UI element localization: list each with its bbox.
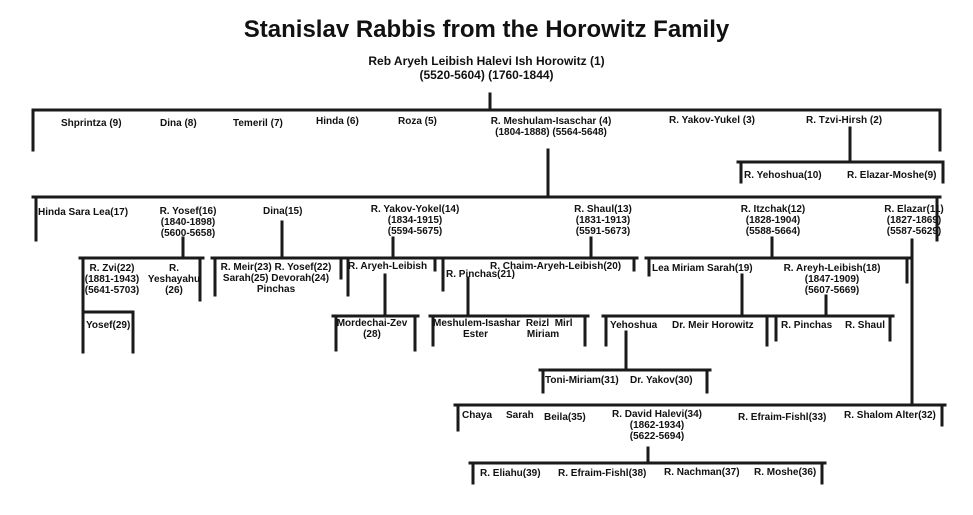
node-yehoshua-10: R. Yehoshua(10) [744, 170, 822, 181]
node-itzchak-12 [733, 204, 813, 237]
node-mordechai-zev-number: (28) [363, 329, 381, 340]
node-yeshayahu-26-name: Yeshayahu [147, 274, 201, 285]
node-toni-miriam: Toni-Miriam(31) [545, 375, 619, 386]
node-zvi-22-dates-hebrew: (5641-5703) [84, 285, 140, 296]
node-efraim-fishl-38: R. Efraim-Fishl(38) [558, 468, 647, 479]
node-yakov-yokel-14 [360, 204, 470, 237]
node-elazar-11 [876, 204, 952, 237]
node-david-halevi-34-name: R. David Halevi(34) [611, 409, 703, 420]
node-zvi-22 [78, 263, 146, 296]
node-itzchak-12-dates-hebrew: (5588-5664) [745, 226, 801, 237]
node-yeshayahu-26 [144, 263, 204, 296]
node-yakov-yokel-14-dates-civil: (1834-1915) [387, 215, 443, 226]
node-shalom-alter-32: R. Shalom Alter(32) [844, 410, 936, 421]
node-yakov-yokel-14-dates-hebrew: (5594-5675) [387, 226, 443, 237]
root-ancestor-name: Reb Aryeh Leibish Halevi Ish Horowitz (1) [368, 54, 605, 68]
node-dr-yakov-30: Dr. Yakov(30) [630, 375, 693, 386]
node-hinda-6: Hinda (6) [316, 116, 359, 127]
node-meir-yosef: R. Meir(23) R. Yosef(22) [220, 262, 332, 273]
node-shprintza: Shprintza (9) [61, 118, 122, 129]
node-areyh-leibish-18-dates-hebrew: (5607-5669) [804, 285, 860, 296]
node-shaul-13-dates-civil: (1831-1913) [575, 215, 631, 226]
node-elazar-11-dates-hebrew: (5587-5629) [886, 226, 942, 237]
node-areyh-leibish-18-dates-civil: (1847-1909) [804, 274, 860, 285]
node-temeril: Temeril (7) [233, 118, 283, 129]
node-yeshayahu-26-number: (26) [165, 285, 183, 296]
node-meshulem-isashar-group [433, 318, 573, 340]
node-sarah: Sarah [506, 410, 534, 421]
node-yosef-16 [150, 206, 226, 239]
diagram-title: Stanislav Rabbis from the Horowitz Family [243, 16, 730, 43]
node-david-halevi-34-dates-civil: (1862-1934) [629, 420, 685, 431]
node-areyh-leibish-18-name: R. Areyh-Leibish(18) [783, 263, 881, 274]
node-dina-15: Dina(15) [263, 206, 303, 217]
node-elazar-11-name: R. Elazar(11) [884, 204, 944, 215]
node-dr-meir-horowitz: Dr. Meir Horowitz [672, 320, 754, 331]
node-david-halevi-34 [601, 409, 713, 442]
node-shaul-13-name: R. Shaul(13) [574, 204, 632, 215]
node-yosef-16-dates-civil: (1840-1898) [160, 217, 216, 228]
node-ester-miriam: Ester Miriam [463, 329, 560, 340]
node-yosef-16-name: R. Yosef(16) [159, 206, 217, 217]
node-pinchas-21: R. Pinchas(21) [446, 269, 515, 280]
node-dina-8: Dina (8) [160, 118, 197, 129]
node-itzchak-12-dates-civil: (1828-1904) [745, 215, 801, 226]
node-pinchas: Pinchas [256, 284, 296, 295]
node-itzchak-12-name: R. Itzchak(12) [740, 204, 806, 215]
node-r-shaul: R. Shaul [845, 320, 886, 331]
node-r-pinchas: R. Pinchas [781, 320, 833, 331]
node-dina-15-children [214, 262, 338, 295]
node-meshulam-isaschar [476, 116, 626, 138]
node-yosef-16-dates-hebrew: (5600-5658) [160, 228, 216, 239]
node-shaul-13 [565, 204, 641, 237]
node-shaul-13-dates-hebrew: (5591-5673) [575, 226, 631, 237]
node-areyh-leibish-18 [776, 263, 888, 296]
node-yakov-yokel-14-name: R. Yakov-Yokel(14) [370, 204, 460, 215]
node-tzvi-hirsh: R. Tzvi-Hirsh (2) [806, 115, 883, 126]
node-roza: Roza (5) [398, 116, 437, 127]
node-yehoshua: Yehoshua [610, 320, 658, 331]
root-ancestor-node [0, 54, 973, 82]
node-hinda-sara-lea: Hinda Sara Lea(17) [38, 207, 129, 218]
node-meshulam-name: R. Meshulam-Isaschar (4) [490, 116, 612, 127]
node-chaya: Chaya [462, 410, 493, 421]
node-meshulem-reizl-mirl: Meshulem-Isashar Reizl Mirl [433, 318, 573, 329]
node-yosef-29: Yosef(29) [86, 320, 131, 331]
node-sarah-devorah: Sarah(25) Devorah(24) [222, 273, 330, 284]
root-ancestor-dates: (5520-5604) (1760-1844) [419, 68, 554, 82]
node-yakov-yukel: R. Yakov-Yukel (3) [669, 115, 755, 126]
node-elazar-moshe: R. Elazar-Moshe(9) [847, 170, 937, 181]
node-aryeh-leibish: R. Aryeh-Leibish [348, 261, 428, 272]
node-chaim-aryeh-leibish: R. Chaim-Aryeh-Leibish(20) [490, 261, 622, 272]
node-mordechai-zev [330, 318, 414, 340]
node-beila-35: Beila(35) [544, 412, 586, 423]
node-yeshayahu-26-prefix: R. [169, 263, 179, 274]
node-moshe-36: R. Moshe(36) [754, 467, 817, 478]
node-lea-miriam-sarah: Lea Miriam Sarah(19) [652, 263, 753, 274]
node-zvi-22-name: R. Zvi(22) [89, 263, 135, 274]
node-mordechai-zev-name: Mordechai-Zev [336, 318, 408, 329]
node-efraim-fishl-33: R. Efraim-Fishl(33) [738, 412, 827, 423]
node-david-halevi-34-dates-hebrew: (5622-5694) [629, 431, 685, 442]
node-zvi-22-dates-civil: (1881-1943) [84, 274, 140, 285]
node-nachman-37: R. Nachman(37) [664, 467, 740, 478]
node-meshulam-dates: (1804-1888) (5564-5648) [495, 127, 607, 138]
node-eliahu-39: R. Eliahu(39) [480, 468, 541, 479]
node-elazar-11-dates-civil: (1827-1869) [886, 215, 942, 226]
